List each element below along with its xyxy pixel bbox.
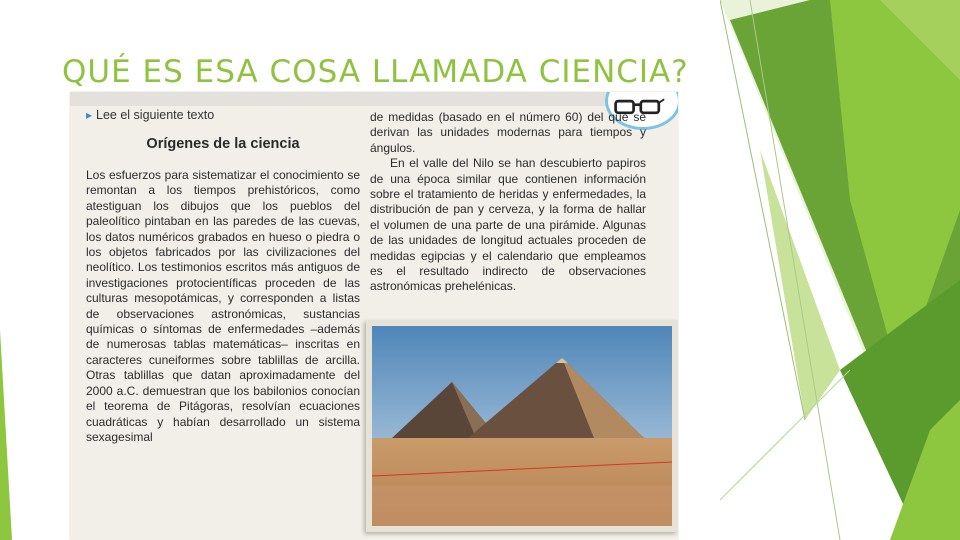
slide-title: QUÉ ES ESA COSA LLAMADA CIENCIA? bbox=[62, 54, 689, 90]
arrow-bullet-icon: ▸ bbox=[86, 108, 93, 122]
left-column-text: Los esfuerzos para sistematizar el conocimiento se remontan a los tiempos prehistóricos, como atestiguan los dibujos que los pueblos del paleolítico pintaban en las paredes de las cuevas, los datos numéricos grabados en hueso o piedra o los objetos fabricados por las civilizaciones del neolítico. Los testimonios escritos más antiguos de investigaciones protocientíficas proceden de las culturas mesopotámicas, y corresponden a listas de observaciones astronómicas, sustancias químicas o síntomas de enfermedades –además de numerosas tablas matemáticas– inscritas en caracteres cuneiformes sobre tablillas de arcilla. Otras tablillas que datan aproximadamente del 2000 a.C. demuestran que los babilonios conocían el teorema de Pitágoras, resolvían ecuaciones cuadráticas y habían desarrollado un sistema sexagesimal bbox=[86, 168, 360, 444]
pyramids-photo bbox=[366, 320, 678, 532]
right-column-text-1: de medidas (basado en el número 60) del que se derivan las unidades modernas para tiempos y ángulos. bbox=[370, 110, 646, 155]
pyramids-illustration bbox=[372, 326, 672, 526]
right-column bbox=[370, 110, 646, 295]
instruction-line bbox=[86, 108, 360, 122]
page-top-strip bbox=[70, 92, 678, 106]
right-column-text-2: En el valle del Nilo se han descubierto papiros de una época similar que contienen información sobre el tratamiento de heridas y enfermedades, la distribución de pan y cerveza, y la forma de hallar el volumen de una parte de una pirámide. Algunas de las unidades de longitud actuales proceden de medidas egipcias y el calendario que empleamos es el resultado indirecto de observaciones astronómicas prehelénicas. bbox=[370, 156, 646, 294]
left-column bbox=[86, 108, 360, 445]
left-deco-shape bbox=[0, 330, 12, 540]
right-deco-shapes bbox=[720, 0, 960, 540]
instruction-text: Lee el siguiente texto bbox=[96, 108, 215, 122]
textbook-page bbox=[70, 92, 678, 540]
section-heading: Orígenes de la ciencia bbox=[146, 136, 300, 152]
